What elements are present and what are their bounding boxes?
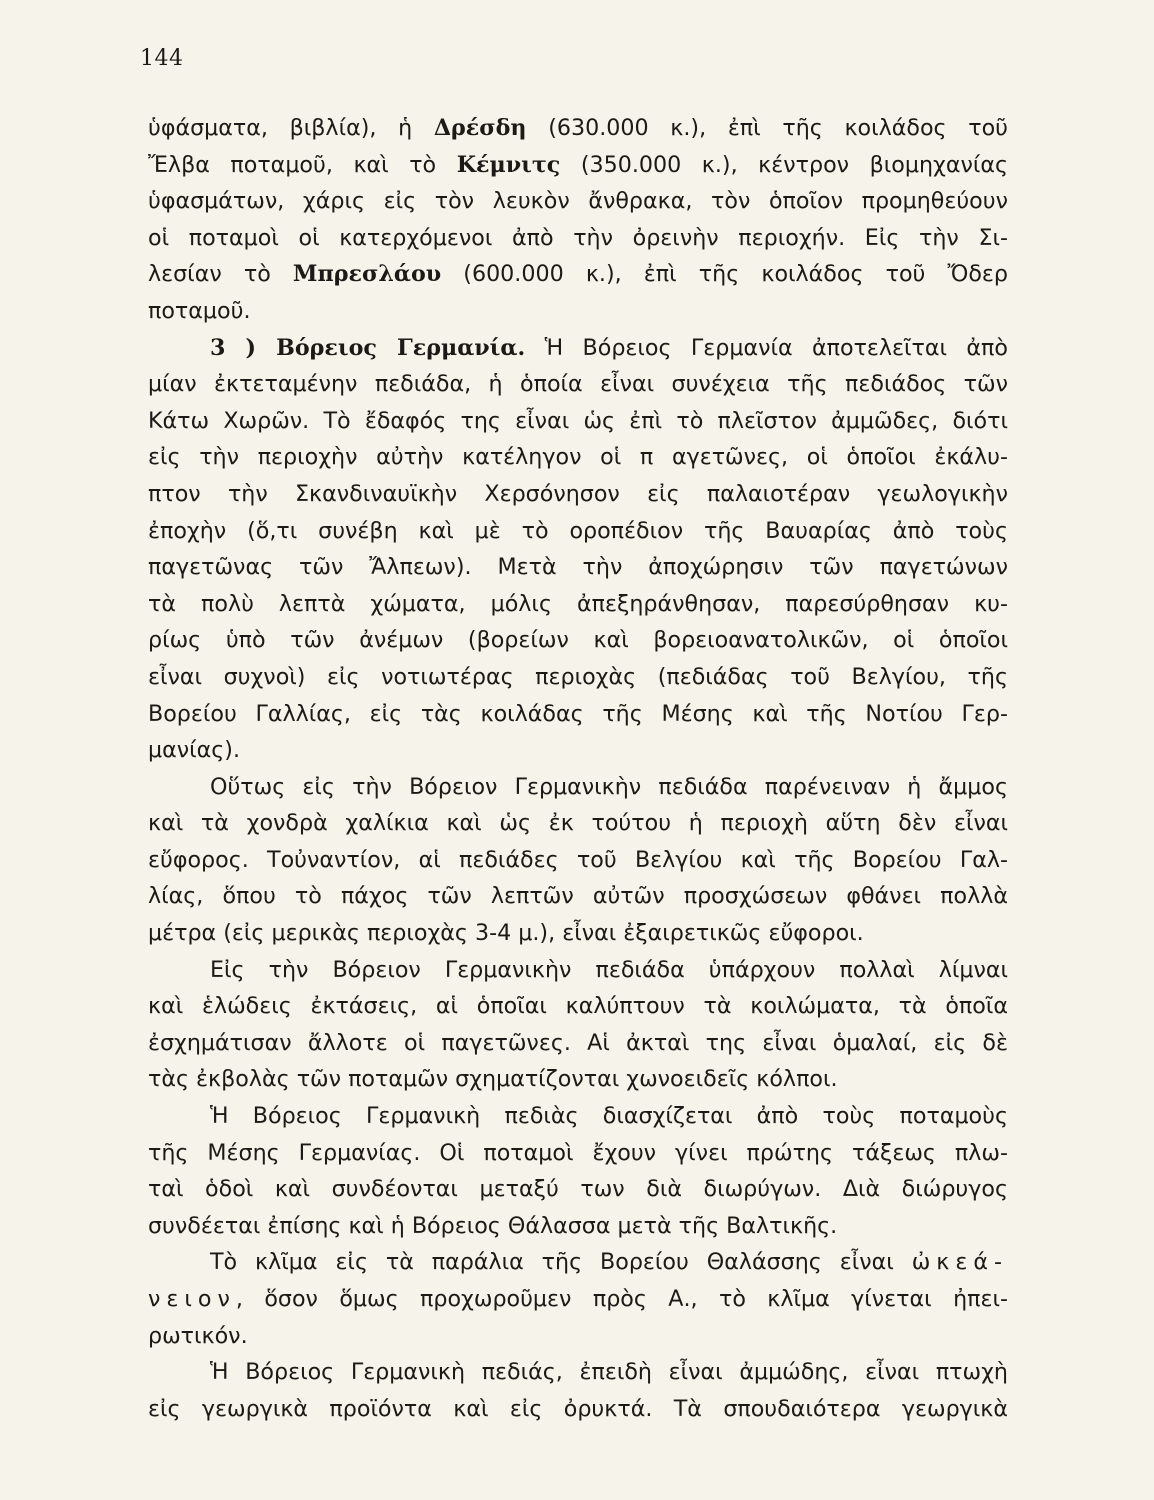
text-line: οἱ ποταμοὶ οἱ κατερχόμενοι ἀπὸ τὴν ὀρεινὴν περιοχήν. Εἰς τὴν Σι- [148, 224, 1008, 251]
text-line: ταὶ ὁδοὶ καὶ συνδέονται μεταξύ των διὰ διωρύγων. Διὰ διώρυγος [148, 1176, 1008, 1203]
text-line: ποταμοῦ. [148, 297, 251, 324]
text-line: καὶ ἑλώδεις ἐκτάσεις, αἱ ὁποῖαι καλύπτουν τὰ κοιλώματα, τὰ ὁποῖα [148, 993, 1008, 1020]
text-line: Οὕτως εἰς τὴν Βόρειον Γερμανικὴν πεδιάδα παρένειναν ἡ ἄμμος [210, 773, 1008, 800]
text-line: ρωτικόν. [148, 1322, 248, 1349]
text-line: λίας, ὅπου τὸ πάχος τῶν λεπτῶν αὐτῶν προσχώσεων φθάνει πολλὰ [148, 883, 1008, 910]
text-line: Ἡ Βόρειος Γερμανικὴ πεδιάς, ἐπειδὴ εἶναι ἀμμώδης, εἶναι πτωχὴ [210, 1359, 1008, 1386]
text-line: μέτρα (εἰς μερικὰς περιοχὰς 3-4 μ.), εἶναι ἐξαιρετικῶς εὔφοροι. [148, 920, 864, 947]
text-line: ἐποχὴν (ὅ,τι συνέβη καὶ μὲ τὸ οροπέδιον τῆς Βαυαρίας ἀπὸ τοὺς [148, 517, 1008, 544]
text-line: καὶ τὰ χονδρὰ χαλίκια καὶ ὡς ἐκ τούτου ἡ περιοχὴ αὕτη δὲν εἶναι [148, 810, 1008, 837]
text-line: μανίας). [148, 737, 241, 764]
text-line: ὑφάσματα, βιβλία), ἡ Δρέσδη (630.000 κ.), ἐπὶ τῆς κοιλάδος τοῦ [148, 115, 1008, 141]
text-line: εἶναι συχνοὶ) εἰς νοτιωτέρας περιοχὰς (πεδιάδας τοῦ Βελγίου, τῆς [148, 663, 1008, 690]
text-line: Βορείου Γαλλίας, εἰς τὰς κοιλάδας τῆς Μέσης καὶ τῆς Νοτίου Γερ- [148, 700, 1008, 727]
page-body [148, 110, 1008, 1427]
text-line: ρίως ὑπὸ τῶν ἀνέμων (βορείων καὶ βορειοανατολικῶν, οἱ ὁποῖοι [148, 627, 1008, 654]
text-line: Τὸ κλῖμα εἰς τὰ παράλια τῆς Βορείου Θαλάσσης εἶναι ὠκεά- [210, 1249, 1008, 1276]
text-line: εἰς γεωργικὰ προϊόντα καὶ εἰς ὀρυκτά. Τὰ σπουδαιότερα γεωργικὰ [148, 1395, 1008, 1422]
text-line: μίαν ἐκτεταμένην πεδιάδα, ἡ ὁποία εἶναι συνέχεια τῆς πεδιάδος τῶν [148, 371, 1008, 398]
text-line: ὑφασμάτων, χάρις εἰς τὸν λευκὸν ἄνθρακα, τὸν ὁποῖον προμηθεύουν [148, 188, 1008, 215]
text-line: τὰς ἐκβολὰς τῶν ποταμῶν σχηματίζονται χωνοειδεῖς κόλποι. [148, 1066, 838, 1093]
text-line: λεσίαν τὸ Μπρεσλάου (600.000 κ.), ἐπὶ τῆς κοιλάδος τοῦ Ὄδερ [148, 261, 1008, 288]
text-line: πτον τὴν Σκανδιναυϊκὴν Χερσόνησον εἰς παλαιοτέραν γεωλογικὴν [148, 480, 1008, 507]
text-line: τὰ πολὺ λεπτὰ χώματα, μόλις ἀπεξηράνθησαν, παρεσύρθησαν κυ- [148, 590, 1008, 617]
text-line: παγετῶνας τῶν Ἄλπεων). Μετὰ τὴν ἀποχώρησιν τῶν παγετώνων [148, 554, 1008, 581]
text-line: Κάτω Χωρῶν. Τὸ ἔδαφός της εἶναι ὡς ἐπὶ τὸ πλεῖστον ἀμμῶδες, διότι [148, 407, 1008, 434]
text-line: συνδέεται ἐπίσης καὶ ἡ Βόρειος Θάλασσα μετὰ τῆς Βαλτικῆς. [148, 1212, 838, 1239]
text-line: τῆς Μέσης Γερμανίας. Οἱ ποταμοὶ ἔχουν γίνει πρώτης τάξεως πλω- [148, 1139, 1008, 1166]
text-line: εἰς τὴν περιοχὴν αὐτὴν κατέληγον οἱ π αγετῶνες, οἱ ὁποῖοι ἐκάλυ- [148, 444, 1008, 471]
section-heading-line: 3 ) Βόρειος Γερμανία. Ἡ Βόρειος Γερμανία ἀποτελεῖται ἀπὸ [210, 334, 1008, 361]
text-line: Ἔλβα ποταμοῦ, καὶ τὸ Κέμνιτς (350.000 κ.), κέντρον βιομηχανίας [148, 151, 1008, 178]
text-line: Ἡ Βόρειος Γερμανικὴ πεδιὰς διασχίζεται ἀπὸ τοὺς ποταμοὺς [210, 1103, 1008, 1130]
page-number: 144 [140, 46, 184, 71]
text-line: ἐσχημάτισαν ἄλλοτε οἱ παγετῶνες. Αἱ ἀκταὶ της εἶναι ὁμαλαί, εἰς δὲ [148, 1029, 1008, 1056]
text-line: Εἰς τὴν Βόρειον Γερμανικὴν πεδιάδα ὑπάρχουν πολλαὶ λίμναι [210, 956, 1008, 983]
text-line: νειον, ὅσον ὅμως προχωροῦμεν πρὸς Α., τὸ κλῖμα γίνεται ἠπει- [148, 1286, 1008, 1312]
text-line: εὔφορος. Τοὐναντίον, αἱ πεδιάδες τοῦ Βελγίου καὶ τῆς Βορείου Γαλ- [148, 846, 1008, 873]
